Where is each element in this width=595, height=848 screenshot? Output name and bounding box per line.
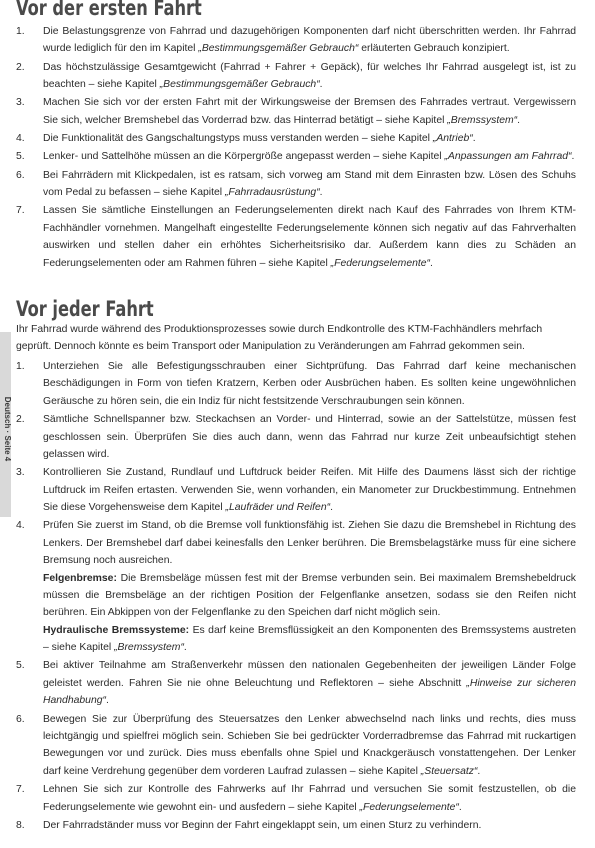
item-text: [43, 781, 576, 816]
item-number: 6.: [16, 713, 25, 725]
text-run: Sämtliche Schnellspanner bzw. Steckachsen an Vorder- und Hinterrad, sowie an der Sattelstütze, müssen fest geschlossen sein. Überprüfen Sie dies auch dann, wenn das Fahrrad nur kurze Zeit unbeaufsichtigt stehen gelassen wird.: [43, 414, 576, 460]
section-title-every-ride: Vor jeder Fahrt: [16, 297, 154, 321]
checklist-item: [16, 23, 576, 58]
text-run: Lehnen Sie sich zur Kontrolle des Fahrwerks auf Ihr Fahrrad und versuchen Sie somit festzustellen, ob die Federungselemente wie gewohnt ein- und ausfedern – siehe Kapitel: [43, 784, 576, 813]
text-run: Prüfen Sie zuerst im Stand, ob die Bremse voll funktionsfähig ist. Ziehen Sie dazu die Bremshebel in Richtung des Lenkers. Der Bremshebel darf dabei keinesfalls den Lenker berühren. Die Bremsbelagstärke muss für eine sichere Bremsung noch ausreichen.: [43, 520, 576, 567]
item-text: [43, 59, 576, 94]
item-text: [43, 657, 576, 709]
text-run: erläuterten Gebrauch konzipiert.: [358, 43, 510, 55]
text-run: .: [430, 257, 433, 269]
text-run: Machen Sie sich vor der ersten Fahrt mit der Wirkungsweise der Bremsen des Fahrrades vertraut. Vergewissern Sie sich, welcher Bremshebel das Vorderrad bzw. das Hinterrad betätigt – siehe Kapitel: [43, 97, 576, 126]
checklist-item: [16, 657, 576, 709]
checklist-item: [16, 781, 576, 816]
text-run: .: [458, 801, 462, 813]
item-number: 7.: [16, 784, 25, 796]
item-text: [43, 202, 576, 272]
item-text: [43, 411, 576, 463]
chapter-reference: „Antrieb“: [432, 133, 473, 145]
text-run: Die Bremsbeläge müssen fest mit der Bremse verbunden sein. Bei maximalem Bremshebeldruck müssen die Bremsbeläge an der richtigen Position der Felgenflanke ansetzen, sodass sie den Reifen nicht berühren. Ein Abkippen von der Felgenflanke zu den Speichen darf nicht möglich sein.: [43, 572, 576, 619]
first-ride-checklist: [16, 23, 576, 273]
item-number: 4.: [16, 133, 25, 145]
item-number: 1.: [16, 361, 25, 372]
item-number: 2.: [16, 61, 25, 73]
chapter-reference: „Laufräder und Reifen“: [225, 502, 331, 514]
item-number: 7.: [16, 205, 25, 217]
item-number: 2.: [16, 414, 25, 426]
side-tab-label: Deutsch · Seite 4: [3, 396, 12, 462]
chapter-reference: „Bestimmungsgemäßer Gebrauch“: [198, 43, 359, 55]
text-run: .: [183, 642, 187, 654]
checklist-item: [16, 167, 576, 202]
chapter-reference: „Bremssystem“: [447, 114, 518, 126]
checklist-item: [16, 517, 576, 656]
text-run: Kontrollieren Sie Zustand, Rundlauf und Luftdruck beider Reifen. Mit Hilfe des Daumens lässt sich der richtige Luftdruck im Reifen ertasten. Verwenden Sie, wenn vorhanden, ein Manometer zur Druckbestimmung. Entnehmen Sie diese Vorgehensweise dem Kapitel: [43, 467, 576, 514]
item-number: 1.: [16, 26, 25, 37]
item-subparagraph: [43, 622, 576, 657]
item-number: 6.: [16, 169, 25, 181]
checklist-item: [16, 202, 576, 272]
checklist-item: [16, 94, 576, 129]
text-run: Lenker- und Sattelhöhe müssen an die Körpergröße angepasst werden – siehe Kapitel: [43, 151, 445, 163]
item-number: 8.: [16, 819, 25, 831]
text-run: .: [571, 151, 575, 163]
item-number: 3.: [16, 467, 25, 479]
chapter-reference: „Fahrradausrüstung“: [224, 187, 320, 199]
checklist-item: [16, 411, 576, 463]
checklist-item: [16, 358, 576, 410]
item-text: [43, 23, 576, 58]
text-run: .: [477, 765, 481, 777]
text-run: .: [330, 502, 333, 514]
text-run: .: [472, 133, 476, 145]
chapter-reference: „Federungselemente“: [330, 257, 430, 269]
chapter-reference: „Bremssystem“: [114, 642, 184, 654]
checklist-item: [16, 711, 576, 781]
text-run: Es darf keine Bremsflüssigkeit an den Komponenten des Bremssystems austreten – siehe Kapitel: [43, 624, 576, 654]
item-text: [43, 167, 576, 202]
text-run: .: [319, 187, 323, 199]
text-run: Die Belastungsgrenze von Fahrrad und dazugehörigen Komponenten darf nicht überschritten werden. Ihr Fahrrad wurde lediglich für den im Kapitel: [43, 26, 576, 55]
text-run: Das höchstzulässige Gesamtgewicht (Fahrrad + Fahrer + Gepäck), für welches Ihr Fahrrad ausgelegt ist, ist zu beachten – siehe Kapitel: [43, 61, 576, 91]
checklist-item: [16, 130, 576, 147]
every-ride-checklist: [16, 358, 576, 835]
text-run: .: [319, 79, 323, 91]
chapter-reference: „Hinweise zur sicheren Handhabung“: [43, 677, 576, 707]
checklist-item: [16, 817, 576, 834]
item-text: [43, 130, 576, 147]
item-text: [43, 817, 576, 834]
checklist-item: [16, 148, 576, 165]
text-run: Der Fahrradständer muss vor Beginn der Fahrt eingeklappt sein, um einen Sturz zu verhindern.: [43, 819, 482, 831]
text-run: Bei Fahrrädern mit Klickpedalen, ist es ratsam, sich vorweg am Stand mit dem Einrasten bzw. Lösen des Schuhs vom Pedal zu befassen – siehe Kapitel: [43, 169, 576, 199]
text-run: Bei aktiver Teilnahme am Straßenverkehr müssen den nationalen Gegebenheiten der jeweiligen Länder Folge geleistet werden. Fahren Sie nie ohne Beleuchtung und Reflektoren – siehe Abschnitt: [43, 660, 576, 689]
item-text: [43, 517, 576, 569]
item-text: [43, 711, 576, 781]
every-ride-intro: Ihr Fahrrad wurde während des Produktionsprozesses sowie durch Endkontrolle des KTM-Fachhändlers mehrfach geprüft. Dennoch könnte es beim Transport oder Manipulation zu Veränderungen am Fahrrad gekommen sein.: [16, 324, 543, 353]
subparagraph-label: Hydraulische Bremssysteme:: [43, 624, 190, 636]
checklist-item: [16, 464, 576, 516]
item-number: 3.: [16, 97, 25, 109]
checklist-item: [16, 59, 576, 94]
text-run: .: [105, 695, 109, 707]
text-run: Unterziehen Sie alle Befestigungsschrauben einer Sichtprüfung. Das Fahrrad darf keine mechanischen Beschädigungen in Form von tiefen Kratzern, Kerben oder Ausbrüchen haben. Es sollten keine ungewöhnlichen Geräusche zu hören sein, die ein Indiz für nicht festsitzende Verschraubungen sein können.: [43, 361, 576, 407]
text-run: Bewegen Sie zur Überprüfung des Steuersatzes den Lenker abwechselnd nach links und rechts, dies muss leichtgängig und spielfrei möglich sein. Schieben Sie bei gedrückter Vorderradbremse das Fahrrad mit ruckartigen Bewegungen vor und zurück. Dies muss ebenfalls ohne Spiel und Knackgeräusch vonstattengehen. Der Lenker darf keine Verdrehung gegenüber dem vorderen Laufrad zulassen – siehe Kapitel: [43, 713, 576, 777]
item-text: [43, 148, 576, 165]
item-text: [43, 358, 576, 410]
chapter-reference: „Bestimmungsgemäßer Gebrauch“: [159, 79, 320, 91]
item-number: 5.: [16, 660, 25, 672]
chapter-reference: „Steuersatz“: [420, 765, 478, 777]
text-run: Lassen Sie sämtliche Einstellungen an Federungselementen direkt nach Kauf des Fahrrades von Ihrem KTM-Fachhändler vornehmen. Mangelhaft eingestellte Federungselemente können sich negativ auf das Fahrverhalten auswirken und stellen daher ein erhöhtes Sicherheitsrisiko dar. Außerdem kann dies zu Schäden an Federungselementen oder am Rahmen führen – siehe Kapitel: [43, 205, 576, 269]
item-number: 5.: [16, 151, 25, 163]
item-subparagraph: [43, 570, 576, 622]
chapter-reference: „Anpassungen am Fahrrad“: [444, 151, 572, 163]
chapter-reference: „Federungselemente“: [359, 801, 459, 813]
item-text: [43, 464, 576, 516]
text-run: .: [517, 114, 521, 126]
item-text: [43, 94, 576, 129]
text-run: Die Funktionalität des Gangschaltungstyps muss verstanden werden – siehe Kapitel: [43, 133, 433, 145]
item-number: 4.: [16, 520, 25, 532]
section-title-first-ride: Vor der ersten Fahrt: [16, 0, 202, 20]
subparagraph-label: Felgenbremse:: [43, 572, 117, 584]
